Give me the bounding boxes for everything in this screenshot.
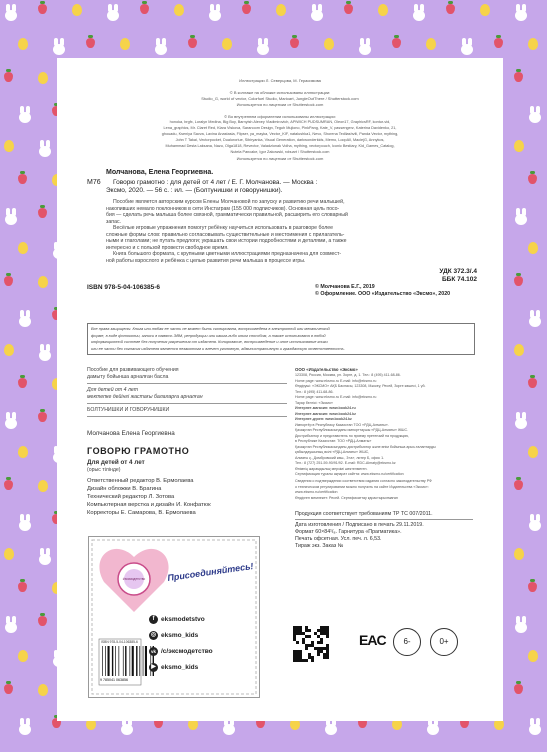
qr-module: [302, 641, 305, 644]
qr-module: [299, 656, 302, 659]
barcode-bar: [112, 646, 113, 676]
chick-decoration: [72, 4, 82, 16]
rights-notice-line: форме, в виде фотокопии, записи в память ЭВМ, репродукции или каким-либо иным способом, а также использована в любой: [91, 332, 326, 338]
bunny-decoration: [154, 38, 168, 56]
staff-line: Технический редактор Л. Зотова: [87, 494, 175, 500]
print-format: Формат 60×84¹/₈. Гарнитура «Прагматика».: [295, 529, 402, 535]
barcode-bar: [143, 646, 144, 676]
strawberry-decoration: [4, 72, 13, 82]
publisher-line: Сертификация туралы ақпарат сайтта: www.eksmo.ru/certification: [295, 472, 404, 476]
chick-decoration: [378, 4, 388, 16]
qr-module: [326, 653, 329, 656]
strawberry-decoration: [392, 38, 401, 48]
qr-module: [323, 626, 326, 629]
copyright-author: © Молчанова Е.Г., 2019: [315, 284, 375, 290]
qr-module: [320, 626, 323, 629]
qr-module: [308, 656, 311, 659]
qr-module: [314, 632, 317, 635]
barcode-bar: [102, 646, 103, 676]
qr-module: [296, 659, 299, 662]
abstract-line: бия — сделать речь малыша более связной, грамматически правильной, расширить его словарный: [106, 212, 348, 218]
publisher-line: Тел.: 8 (727) 251-59-90/91/92. E-mail: RDC-Almaty@eksmo.kz: [295, 461, 396, 465]
abstract-line: ной работы взрослого и ребёнка с целью развития речи малыша в процессе игры.: [106, 257, 306, 264]
qr-module: [323, 632, 326, 635]
publisher-line: Өндірген мемлекет: Ресей. Сертификаттау қарастырылмаған: [295, 495, 398, 500]
bunny-decoration: [528, 310, 542, 328]
purpose-text: Пособие для развивающего обучения: [87, 367, 179, 373]
instagram-icon: ◎: [150, 632, 157, 638]
qr-module: [305, 647, 308, 650]
qr-module: [311, 656, 314, 659]
bunny-decoration: [18, 310, 32, 328]
publisher-line: о техническом регулировании можно получить на сайте Издательства «Эксмо»:: [295, 484, 429, 489]
strawberry-decoration: [38, 4, 47, 14]
barcode-bar: [125, 646, 126, 676]
qr-module: [296, 629, 299, 632]
qr-module: [314, 647, 317, 650]
cover-credits-title: © В коллаже на обложке использованы иллюстрации:: [229, 90, 331, 95]
strawberry-decoration: [514, 684, 523, 694]
publisher-line: қабылдаушының өкілі «РДЦ-Алматы» ЖШС,: [295, 450, 370, 454]
abstract-line: Пособие является авторским курсом Елены Молчановой по запуску и развитию речи малышей,: [113, 199, 345, 205]
cover-credits-list: Studio_G, world of vector, Colorfuel Studio, Marioart, JungleOutThere / Shutterstock.com: [201, 96, 359, 101]
rights-notice-line: Все права защищены. Книга или любая ее часть не может быть скопирована, воспроизведена в электронной или механической: [91, 326, 330, 331]
rights-notice-line: информационной системе без получения разрешения от издателя. Копирование, воспроизведение и иное использование книги: [91, 339, 328, 344]
publisher-line: в Республике Казахстан: ТОО «РДЦ-Алматы»: [295, 439, 372, 443]
barcode-bar: [132, 646, 134, 676]
publisher-line: Home page: www.eksmo.ru E-mail: info@eksmo.ru: [295, 378, 377, 383]
chick-decoration: [528, 446, 538, 458]
qr-module: [305, 644, 308, 647]
qr-module: [305, 659, 308, 662]
eac-mark: EAC: [359, 632, 386, 648]
publisher-line: Интернет-магазин: www.book24.ru: [295, 406, 356, 410]
chick-decoration: [18, 446, 28, 458]
chick-decoration: [120, 38, 130, 50]
strawberry-decoration: [446, 4, 455, 14]
abstract-line: запас.: [106, 218, 121, 225]
vk-icon: vk: [150, 649, 156, 654]
illustrations-credit: Иллюстрации Л. Северцова, М. Герасимова: [239, 78, 321, 83]
qr-module: [299, 626, 302, 629]
strawberry-decoration: [514, 276, 523, 286]
bunny-decoration: [460, 38, 474, 56]
qr-module: [311, 641, 314, 644]
staff-line: Корректоры Е. Самарова, В. Ермолаева: [87, 510, 196, 516]
catalog-title-line2: Эксмо, 2020. — 56 с. : ил. — (Болтунишки и говорунишки).: [106, 187, 283, 194]
cover-credits-license: Используется по лицензии от Shutterstock.com: [236, 102, 324, 107]
abstract-line: Весёлые игровые упражнения помогут ребёнку научиться использовать в разговоре более: [113, 225, 334, 231]
catalog-author: Молчанова, Елена Георгиевна.: [106, 169, 214, 176]
publisher-line: Дистрибьютор и представитель по приему претензий на продукцию,: [295, 433, 410, 438]
qr-module: [326, 629, 329, 632]
inner-credits-line: ghouadu, Kseniya Savva, Lavina Anastasia, Flipser, ya_mayka, Vector_KIF, natalushka1, Nevo, Shorena Tedliashvili, Panda Vector, mything,: [161, 132, 399, 136]
qr-module: [326, 644, 329, 647]
staff-line: Компьютерная верстка и дизайн И. Конфатюк: [87, 502, 211, 508]
qr-module: [326, 632, 329, 635]
qr-module: [296, 653, 299, 656]
qr-module: [320, 629, 323, 632]
abstract-line: Книга большого формата, с крупными цветными иллюстрациями предназначена для совмест-: [113, 251, 342, 257]
strawberry-decoration: [4, 684, 13, 694]
bunny-decoration: [18, 106, 32, 124]
qr-module: [305, 626, 308, 629]
publisher-line: Интернет-магазин: www.book24.kz: [295, 411, 356, 416]
abstract-line: интересно и с пользой провести свободное время.: [106, 244, 229, 251]
qr-module: [317, 650, 320, 653]
qr-module: [317, 635, 320, 638]
bunny-decoration: [528, 514, 542, 532]
bunny-decoration: [256, 38, 270, 56]
age-text-kz: мектепке дейінгі жастағы балаларға арналған: [87, 394, 203, 400]
chick-decoration: [38, 684, 48, 696]
udk-code: УДК 372.3/.4: [439, 268, 477, 275]
barcode-bar: [145, 646, 147, 676]
chick-decoration: [18, 650, 28, 662]
qr-module: [296, 632, 299, 635]
product-compliance: Продукция соответствует требованиям ТР ТС 007/2011.: [295, 511, 433, 517]
facebook-icon: f: [149, 615, 158, 624]
qr-module: [296, 656, 299, 659]
chick-decoration: [514, 344, 524, 356]
barcode-bar: [119, 646, 120, 676]
barcode-digits: 9 785041 063856: [100, 678, 128, 682]
chick-decoration: [514, 548, 524, 560]
strawberry-decoration: [140, 4, 149, 14]
chick-decoration: [174, 4, 184, 16]
barcode-bar: [130, 646, 131, 676]
bunny-decoration: [38, 548, 52, 566]
social-item-facebook[interactable]: [149, 615, 205, 624]
strawberry-decoration: [86, 38, 95, 48]
qr-module: [326, 647, 329, 650]
barcode-bar: [136, 646, 137, 676]
qr-module: [308, 629, 311, 632]
bunny-decoration: [52, 38, 66, 56]
qr-module: [317, 641, 320, 644]
bunny-decoration: [358, 38, 372, 56]
inner-credits-title: © Во внутреннем оформлении использованы иллюстрации:: [224, 114, 336, 119]
chick-decoration: [4, 548, 14, 560]
divider: [295, 519, 473, 520]
series-name: БОЛТУНИШКИ И ГОВОРУНИШКИ: [87, 407, 170, 413]
barcode-bar: [105, 646, 106, 676]
social-label: eksmo_kids: [161, 632, 199, 640]
social-promo-card: [88, 536, 260, 698]
catalog-title-line: Говорю грамотно : для детей от 4 лет / Е. Г. Молчанова. — Москва :: [113, 179, 318, 186]
chick-decoration: [38, 72, 48, 84]
chick-decoration: [514, 140, 524, 152]
bunny-decoration: [514, 412, 528, 430]
book-subtitle: Для детей от 4 лет: [87, 459, 145, 466]
qr-module: [323, 653, 326, 656]
strawberry-decoration: [528, 582, 537, 592]
chick-decoration: [276, 4, 286, 16]
imprint-page: [57, 58, 503, 721]
age-text: Для детей от 4 лет: [87, 387, 139, 393]
chick-decoration: [528, 38, 538, 50]
join-us-heading: Присоединяйтесь!: [166, 561, 255, 583]
qr-module: [308, 635, 311, 638]
qr-module: [317, 647, 320, 650]
barcode-bar: [108, 646, 110, 676]
qr-module: [293, 635, 296, 638]
strawberry-decoration: [528, 378, 537, 388]
qr-module: [293, 650, 296, 653]
qr-module: [326, 650, 329, 653]
chick-decoration: [4, 140, 14, 152]
bunny-decoration: [18, 514, 32, 532]
strawberry-decoration: [4, 276, 13, 286]
chick-decoration: [222, 38, 232, 50]
qr-module: [293, 626, 296, 629]
age-badge-0: [430, 628, 458, 656]
bunny-decoration: [4, 412, 18, 430]
chick-decoration: [18, 38, 28, 50]
strawberry-decoration: [38, 208, 47, 218]
qr-module: [305, 635, 308, 638]
rights-notice-box: [87, 323, 475, 355]
strawberry-decoration: [38, 412, 47, 422]
chick-decoration: [18, 242, 28, 254]
chick-decoration: [38, 480, 48, 492]
qr-module: [305, 629, 308, 632]
qr-module: [293, 659, 296, 662]
qr-module: [299, 650, 302, 653]
bunny-decoration: [514, 4, 528, 22]
age-badge-6: [393, 628, 421, 656]
bunny-decoration: [38, 344, 52, 362]
strawberry-decoration: [528, 174, 537, 184]
publisher-line: Сведения о подтверждении соответствия издания согласно законодательству РФ: [295, 479, 432, 483]
inner-credits-line: Muhammad Desta Laksana, Nazu, Olga1818, Revector, Valadzionak Volha, mything, vectorpouch, Iconic Bestiary, Kid_Games_Catalog,: [165, 144, 395, 148]
strawberry-decoration: [18, 174, 27, 184]
qr-code: [293, 626, 329, 662]
strawberry-decoration: [242, 4, 251, 14]
inner-credits-line: honoka, brgfx, Loralyn Medina, Big Boy, Barnyish Alexey Vladimirovich, APIWICH PUDSUMRAN, Oleon17, GraphicsRF, kontur-vid,: [169, 120, 391, 124]
bunny-decoration: [18, 718, 32, 736]
publisher-line: Тауар белгісі: «Эксмо»: [295, 400, 333, 405]
publisher-name: ООО «Издательство «Эксмо»: [295, 367, 358, 372]
qr-module: [293, 656, 296, 659]
qr-module: [299, 659, 302, 662]
qr-module: [326, 635, 329, 638]
qr-module: [293, 653, 296, 656]
print-sheets: Печать офсетная. Усл. печ. л. 6,53.: [295, 536, 382, 542]
chick-decoration: [528, 242, 538, 254]
qr-module: [293, 629, 296, 632]
barcode-bar: [123, 646, 124, 676]
social-label: eksmo_kids: [161, 664, 199, 672]
qr-module: [299, 629, 302, 632]
abstract-line: накопивших немало поклонников в сети Инстаграм (155 000 подписчиков). Основная цель посо-: [106, 205, 340, 212]
bunny-decoration: [4, 208, 18, 226]
chick-decoration: [38, 276, 48, 288]
social-label: /c/эксмодетство: [161, 648, 213, 656]
bbk-code: ББК 74.102: [442, 276, 477, 283]
publisher-line: Өндіруші: «ЭКСМО» АҚБ Баспасы, 123308, Мәскеу, Ресей, Зорге көшесі, 1 үй.: [295, 384, 426, 388]
qr-module: [320, 632, 323, 635]
strawberry-decoration: [514, 480, 523, 490]
qr-module: [299, 653, 302, 656]
strawberry-decoration: [344, 4, 353, 14]
strawberry-decoration: [4, 480, 13, 490]
qr-module: [317, 629, 320, 632]
qr-module: [326, 626, 329, 629]
abstract-line: ными и глаголами; не путать предлоги; украшать свои истории подробностями и деталями, а также: [106, 238, 347, 244]
catalog-code: М76: [87, 179, 101, 186]
youtube-icon: ▶: [149, 663, 158, 672]
publisher-line: Тел.: 8 (495) 411-68-86.: [295, 389, 334, 394]
publisher-line: www.eksmo.ru/certification: [295, 490, 338, 494]
chick-decoration: [528, 650, 538, 662]
publisher-line: Алматы қ., Домбровский көш., 3«а», литер Б, офис 1.: [295, 455, 385, 460]
strawberry-decoration: [188, 38, 197, 48]
qr-module: [296, 626, 299, 629]
qr-module: [326, 656, 329, 659]
strawberry-decoration: [18, 582, 27, 592]
qr-module: [320, 647, 323, 650]
social-label: eksmodetstvo: [161, 616, 205, 624]
heart-ring-text: #эксмодетство: [122, 577, 146, 581]
qr-module: [302, 638, 305, 641]
bunny-decoration: [4, 616, 18, 634]
bunny-decoration: [106, 4, 120, 22]
age-badge-0-label: 0+: [439, 637, 449, 646]
staff-line: Ответственный редактор В. Ермолаева: [87, 478, 194, 484]
qr-module: [323, 647, 326, 650]
divider: [87, 403, 287, 404]
publisher-line: Қазақстан Республикасындағы дистрибьютор және өнім бойынша арыз-талаптарды: [295, 444, 436, 449]
bunny-decoration: [208, 4, 222, 22]
publisher-line: 123308, Россия, Москва, ул. Зорге, д. 1. Тел.: 8 (495) 411-68-86.: [295, 373, 401, 377]
bunny-decoration: [310, 4, 324, 22]
strawberry-decoration: [18, 378, 27, 388]
qr-module: [320, 641, 323, 644]
staff-line: Дизайн обложки В. Брагина: [87, 486, 162, 492]
strawberry-decoration: [514, 72, 523, 82]
strawberry-decoration: [290, 38, 299, 48]
isbn-number: ISBN 978-5-04-106385-6: [87, 284, 160, 291]
qr-module: [311, 659, 314, 662]
inner-credits-license: Используется по лицензии от Shutterstock.com: [236, 156, 324, 161]
bunny-decoration: [412, 4, 426, 22]
print-date: Дата изготовления / Подписано в печать 29.11.2019.: [295, 522, 424, 528]
inner-credits-line: Lena_graphics, Mr. Claret Red, Klara Viskova, Saranoom Design, Teguh Mujiono, PinkPang, Kate_V, passengerz, Katerina Davidenko, 21,: [163, 126, 397, 130]
qr-module: [296, 641, 299, 644]
qr-module: [293, 638, 296, 641]
publisher-line: Home page: www.eksmo.ru E-mail: info@eksmo.ru: [295, 395, 377, 399]
rights-notice-line: или ее части без согласия издателя является незаконным и влечет уголовную, административную и гражданскую ответственность.: [91, 345, 345, 351]
publisher-line: Өнімнің жарамдылық мерзімі шектелмеген.: [295, 466, 368, 471]
strawberry-decoration: [494, 38, 503, 48]
qr-module: [323, 656, 326, 659]
abstract-line: сложные формы слов: правильно согласовывать существительные и местоимения с прилагатель-: [106, 231, 345, 238]
inner-credits-line: Nutela Pancake, Igor Zakowski, robuart / Shutterstock.com: [230, 150, 330, 154]
chick-decoration: [324, 38, 334, 50]
barcode-isbn: ISBN 978-5-04-106385-6: [101, 640, 138, 644]
qr-module: [323, 629, 326, 632]
social-item-instagram[interactable]: [149, 631, 198, 640]
bunny-decoration: [38, 140, 52, 158]
age-badge-6-label: 6-: [403, 637, 411, 646]
publisher-line: Қазақстан Республикасындағы импорттаушы «РДЦ-Алматы» ЖШС.: [295, 428, 409, 432]
barcode-bar: [139, 646, 140, 676]
qr-module: [293, 632, 296, 635]
strawberry-decoration: [38, 616, 47, 626]
chick-decoration: [480, 4, 490, 16]
bunny-decoration: [514, 616, 528, 634]
qr-module: [308, 653, 311, 656]
barcode-bar: [115, 646, 116, 676]
copyright-design: © Оформление. ООО «Издательство «Эксмо», 2020: [315, 291, 451, 297]
language-note: (орыс тілінде): [87, 467, 121, 473]
qr-module: [296, 650, 299, 653]
bunny-decoration: [4, 4, 18, 22]
chick-decoration: [426, 38, 436, 50]
purpose-text-kz: дамыту бойынша арналған басла: [87, 374, 169, 380]
print-run: Тираж экз. Заказ №: [295, 543, 344, 549]
divider: [87, 383, 287, 384]
qr-module: [308, 644, 311, 647]
qr-module: [320, 638, 323, 641]
social-item-youtube[interactable]: [149, 663, 198, 672]
publisher-line: Импортёр в Республику Казахстан ТОО «РДЦ-Алматы».: [295, 422, 389, 427]
divider: [87, 416, 287, 417]
qr-module: [299, 632, 302, 635]
bunny-decoration: [528, 106, 542, 124]
left-author: Молчанова Елена Георгиевна: [87, 430, 175, 437]
chick-decoration: [4, 344, 14, 356]
book-title: ГОВОРЮ ГРАМОТНО: [87, 446, 190, 456]
qr-module: [302, 632, 305, 635]
social-item-vk[interactable]: [149, 647, 213, 656]
qr-module: [311, 644, 314, 647]
inner-credits-line: John T Takai, Vectorpocket, Dualororiue, Sibiryanka, Visual Generation, darkwonderkids, Memo, LoopAll, MaciejG, Annykos,: [175, 138, 385, 142]
qr-module: [320, 650, 323, 653]
qr-module: [317, 653, 320, 656]
bunny-decoration: [528, 718, 542, 736]
qr-module: [302, 659, 305, 662]
bunny-decoration: [514, 208, 528, 226]
publisher-line: Интернет-дүкен: www.book24.kz: [295, 417, 352, 421]
